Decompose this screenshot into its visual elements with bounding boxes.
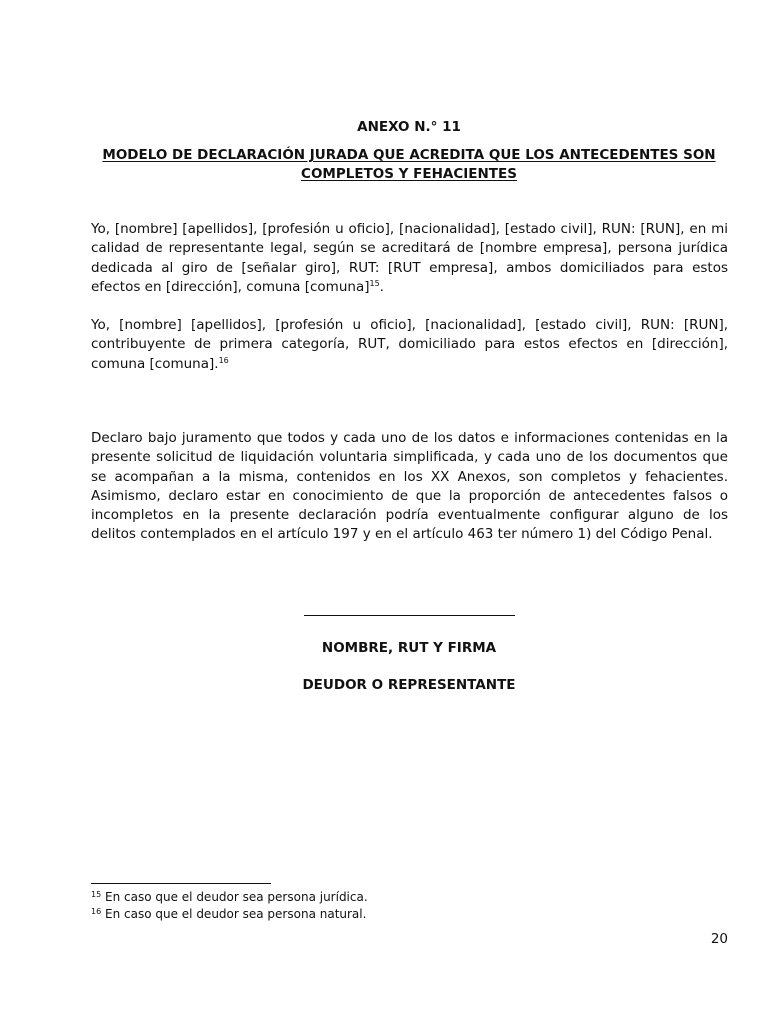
footnote bbox=[91, 889, 728, 905]
footnote-reference: 15 bbox=[369, 278, 380, 288]
footnote-reference: 16 bbox=[218, 355, 229, 365]
paragraph-declaration: Declaro bajo juramento que todos y cada uno de los datos e informaciones contenidas en la presente solicitud de liquidación voluntaria simplificada, y cada uno de los documentos que se acompañan a la misma, contenidos en los XX Anexos, son completos y fehacientes. Asimismo, declaro estar en conocimiento de que la proporción de antecedentes falsos o incompletos en la presente declaración podría eventualmente configurar alguno de los delitos contemplados en el artículo 197 y en el artículo 463 ter número 1) del Código Penal. bbox=[91, 430, 728, 543]
paragraph-end: . bbox=[379, 278, 384, 295]
footnote-text: En caso que el deudor sea persona natural. bbox=[101, 907, 367, 921]
paragraph-legal-representative bbox=[91, 220, 728, 297]
paragraph-text: Yo, [nombre] [apellidos], [profesión u oficio], [nacionalidad], [estado civil], RUN: [RUN], contribuyente de primera categoría, RUT, domiciliado para estos efectos en [dirección], comuna [comuna]. bbox=[91, 317, 728, 372]
paragraph-text: Yo, [nombre] [apellidos], [profesión u oficio], [nacionalidad], [estado civil], RUN: [RUN], en mi calidad de representante legal, según se acreditará de [nombre empresa], persona jurídica dedicada al giro de [señalar giro], RUT: [RUT empresa], ambos domiciliados para estos efectos en [dirección], comuna [comuna] bbox=[91, 221, 728, 295]
footnote-separator bbox=[91, 883, 271, 884]
signature-line bbox=[304, 615, 515, 616]
footnote-text: En caso que el deudor sea persona jurídica. bbox=[101, 890, 368, 904]
paragraph-natural-person bbox=[91, 316, 728, 374]
signature-role-label: DEUDOR O REPRESENTANTE bbox=[302, 677, 516, 693]
annex-title: ANEXO N.° 11 bbox=[357, 119, 461, 135]
signature-name-label: NOMBRE, RUT Y FIRMA bbox=[321, 640, 497, 656]
page-number: 20 bbox=[710, 931, 728, 947]
document-title: MODELO DE DECLARACIÓN JURADA QUE ACREDITA QUE LOS ANTECEDENTES SON COMPLETOS Y FEHACIENTES bbox=[102, 147, 716, 182]
footnote-number: 15 bbox=[91, 890, 102, 899]
footnote bbox=[91, 906, 728, 922]
footnote-number: 16 bbox=[91, 907, 102, 916]
